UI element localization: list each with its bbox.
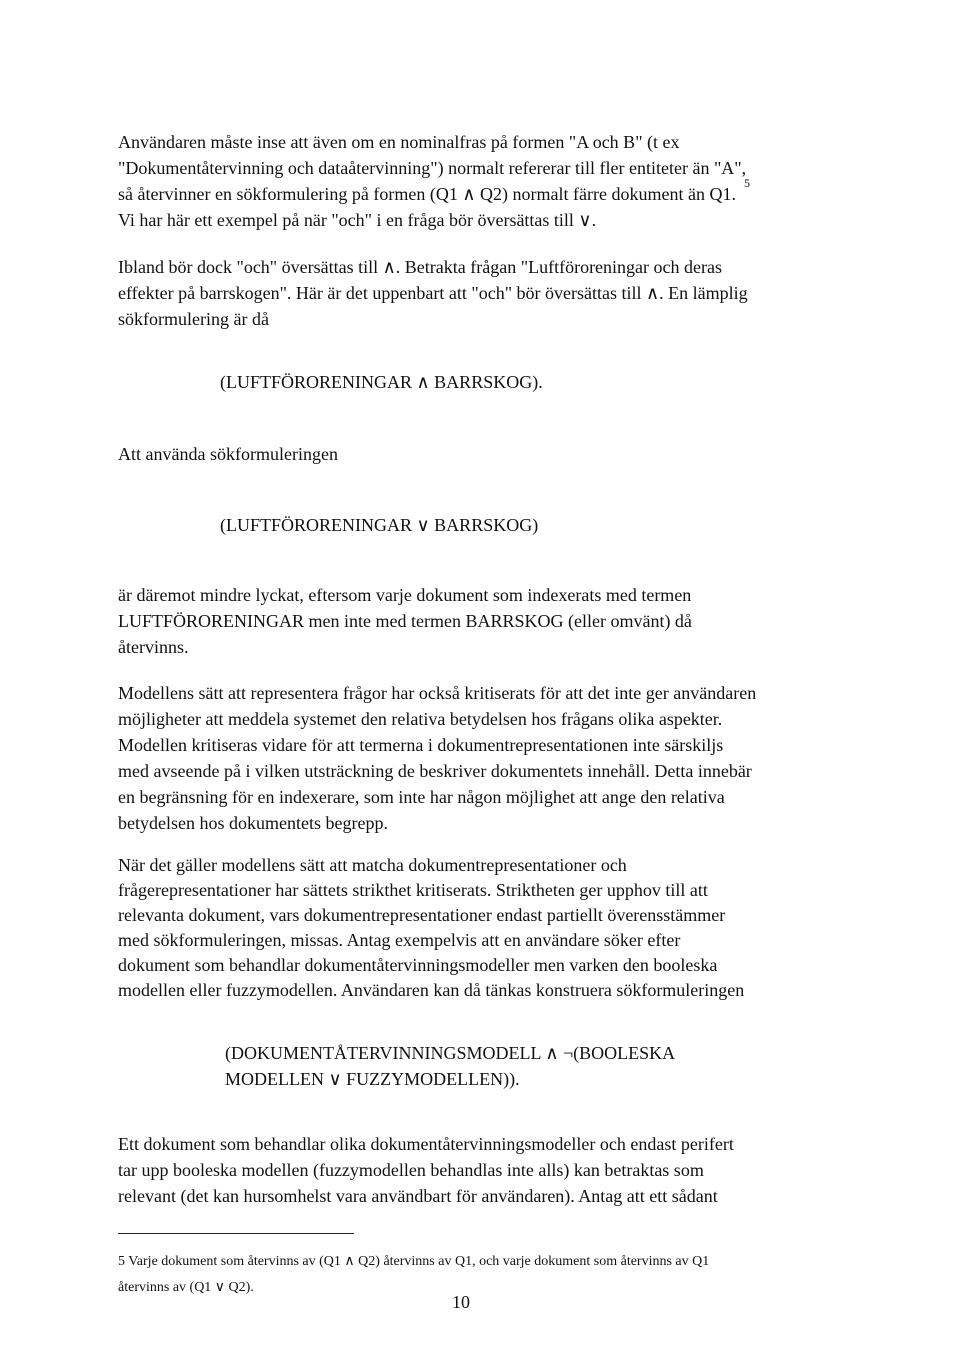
paragraph6-line: relevanta dokument, vars dokumentrepresentationer endast partiellt överensstämmer xyxy=(118,905,726,925)
paragraph5-line: en begränsning för en indexerare, som inte har någon möjlighet att ange den relativa xyxy=(118,787,725,807)
formula-dokumentatervinningsmodell-line2: MODELLEN ∨ FUZZYMODELLEN)). xyxy=(225,1069,520,1089)
paragraph5-line: Modellens sätt att representera frågor har också kritiserats för att det inte ger användaren xyxy=(118,683,757,703)
paragraph5-line: med avseende på i vilken utsträckning de beskriver dokumentets innehåll. Detta innebär xyxy=(118,761,752,781)
paragraph7-line: Ett dokument som behandlar olika dokumentåtervinningsmodeller och endast perifert xyxy=(118,1134,734,1154)
paragraph6-line: modellen eller fuzzymodellen. Användaren kan då tänkas konstruera sökformuleringen xyxy=(118,980,745,1000)
footnote-line: återvinns av (Q1 ∨ Q2). xyxy=(118,1280,254,1295)
paragraph6-line: dokument som behandlar dokumentåtervinningsmodeller men varken den booleska xyxy=(118,955,718,975)
paragraph7-line: relevant (det kan hursomhelst vara användbart för användaren). Antag att ett sådant xyxy=(118,1186,718,1206)
paragraph6-line: frågerepresentationer har sättets strikthet kritiserats. Striktheten ger upphov till att xyxy=(118,880,708,900)
footnote-divider xyxy=(118,1233,354,1234)
paragraph6-line: När det gäller modellens sätt att matcha dokumentrepresentationer och xyxy=(118,855,627,875)
paragraph4-line: är däremot mindre lyckat, eftersom varje dokument som indexerats med termen xyxy=(118,585,692,605)
paragraph1-line: så återvinner en sökformulering på formen (Q1 ∧ Q2) normalt färre dokument än Q1. xyxy=(118,184,736,204)
paragraph5-line: Modellen kritiseras vidare för att termerna i dokumentrepresentationen inte särskiljs xyxy=(118,735,724,755)
paragraph2-line: effekter på barrskogen". Här är det uppenbart att "och" bör översättas till ∧. En lämplig xyxy=(118,283,748,303)
paragraph3: Att använda sökformuleringen xyxy=(118,444,338,464)
paragraph2-line: sökformulering är då xyxy=(118,309,269,329)
paragraph2-line: Ibland bör dock "och" översättas till ∧. Betrakta frågan "Luftföroreningar och deras xyxy=(118,257,723,277)
paragraph1-line: "Dokumentåtervinning och dataåtervinning") normalt refererar till fler entiteter än "A", xyxy=(118,158,747,178)
paragraph4-line: återvinns. xyxy=(118,637,189,657)
page-number: 10 xyxy=(452,1292,470,1312)
formula-luftfororeningar-or-barrskog: (LUFTFÖRORENINGAR ∨ BARRSKOG) xyxy=(220,515,539,535)
paragraph6-line: med sökformuleringen, missas. Antag exempelvis att en användare söker efter xyxy=(118,930,681,950)
paragraph4-line: LUFTFÖRORENINGAR men inte med termen BARRSKOG (eller omvänt) då xyxy=(118,611,692,631)
footnote-reference: 5 xyxy=(744,176,750,190)
formula-luftfororeningar-and-barrskog: (LUFTFÖRORENINGAR ∧ BARRSKOG). xyxy=(220,372,543,392)
footnote-line: 5 Varje dokument som återvinns av (Q1 ∧ Q2) återvinns av Q1, och varje dokument som återvinns av Q1 xyxy=(118,1254,710,1269)
paragraph5-line: betydelsen hos dokumentets begrepp. xyxy=(118,813,388,833)
paragraph5-line: möjligheter att meddela systemet den relativa betydelsen hos frågans olika aspekter. xyxy=(118,709,723,729)
formula-dokumentatervinningsmodell-line1: (DOKUMENTÅTERVINNINGSMODELL ∧ ¬(BOOLESKA xyxy=(225,1043,676,1063)
paragraph1-line: Vi har här ett exempel på när "och" i en fråga bör översättas till ∨. xyxy=(118,210,597,230)
paragraph7-line: tar upp booleska modellen (fuzzymodellen behandlas inte alls) kan betraktas som xyxy=(118,1160,704,1180)
paragraph1-line: Användaren måste inse att även om en nominalfras på formen "A och B" (t ex xyxy=(118,132,680,152)
